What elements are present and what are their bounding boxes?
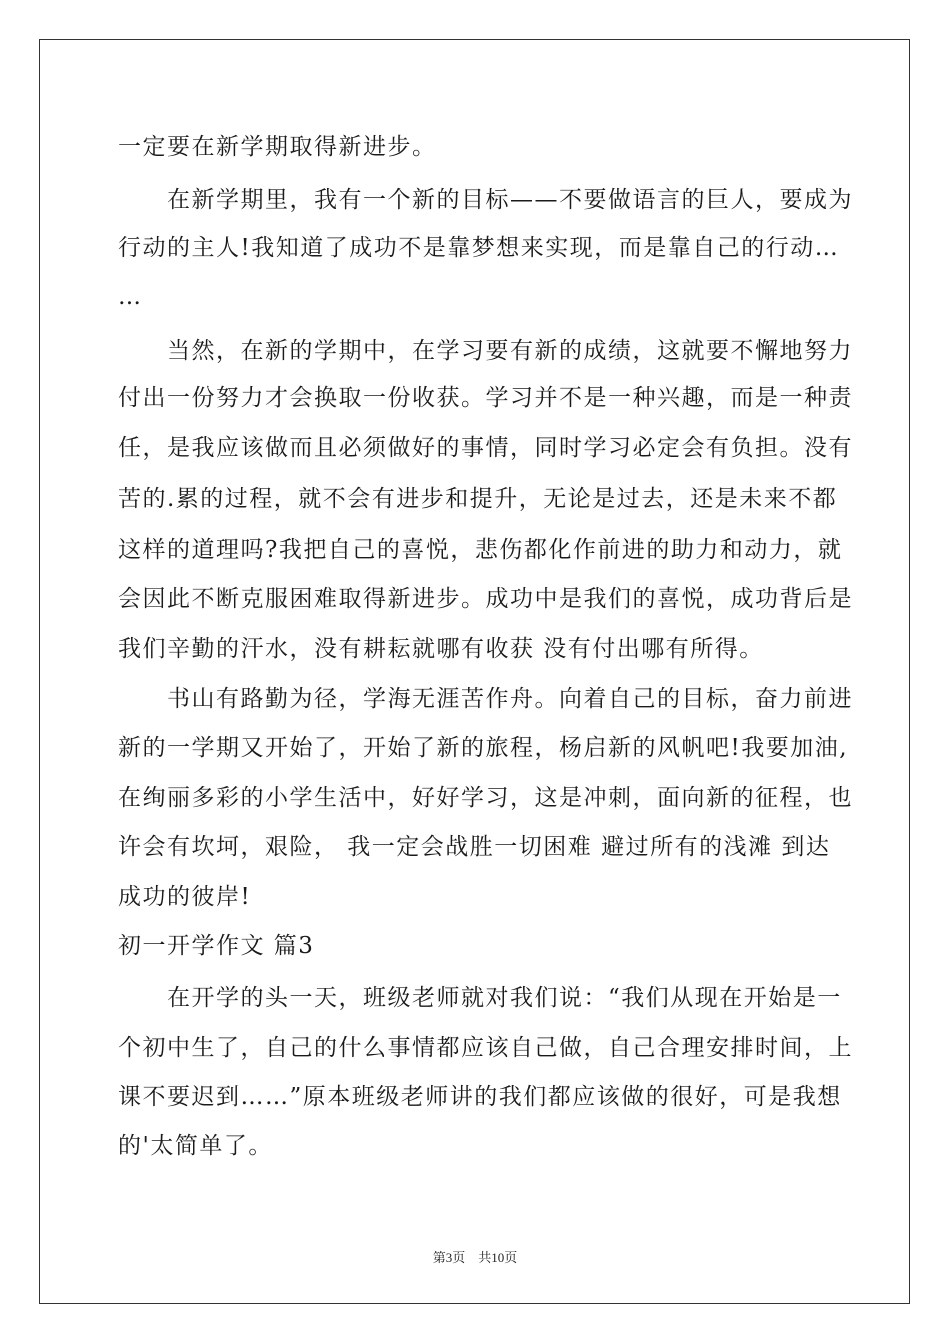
text-line: 在开学的头一天，班级老师就对我们说：“我们从现在开始是一 xyxy=(118,985,842,1011)
text-line: 当然，在新的学期中，在学习要有新的成绩，这就要不懈地努力 xyxy=(118,338,853,364)
page-border xyxy=(39,39,910,1304)
text-line: 的'太简单了。 xyxy=(118,1133,273,1159)
text-line: 成功的彼岸! xyxy=(118,884,252,910)
page-number-footer: 第3页 共10页 xyxy=(432,1250,518,1265)
text-line: 任，是我应该做而且必须做好的事情，同时学习必定会有负担。没有 xyxy=(118,435,853,461)
text-line: 书山有路勤为径，学海无涯苦作舟。向着自己的目标，奋力前进 xyxy=(118,686,853,712)
text-line: … xyxy=(118,284,143,310)
text-line: 行动的主人!我知道了成功不是靠梦想来实现，而是靠自己的行动… xyxy=(118,235,840,261)
text-line: 许会有坎坷，艰险， 我一定会战胜一切困难 避过所有的浅滩 到达 xyxy=(118,834,831,860)
text-line: 我们辛勤的汗水，没有耕耘就哪有收获 没有付出哪有所得。 xyxy=(118,636,764,662)
text-line: 课不要迟到……”原本班级老师讲的我们都应该做的很好，可是我想 xyxy=(118,1084,842,1110)
text-line: 会因此不断克服困难取得新进步。成功中是我们的喜悦，成功背后是 xyxy=(118,586,853,612)
text-line: 新的一学期又开始了，开始了新的旅程，杨启新的风帆吧!我要加油, xyxy=(118,735,849,761)
text-line: 付出一份努力才会换取一份收获。学习并不是一种兴趣，而是一种责 xyxy=(118,385,853,411)
section-heading: 初一开学作文 篇3 xyxy=(118,933,315,959)
text-line: 在绚丽多彩的小学生活中，好好学习，这是冲刺，面向新的征程，也 xyxy=(118,785,853,811)
text-line: 在新学期里，我有一个新的目标——不要做语言的巨人，要成为 xyxy=(118,187,853,213)
text-line: 苦的.累的过程，就不会有进步和提升，无论是过去，还是未来不都 xyxy=(118,486,838,512)
text-line: 这样的道理吗?我把自己的喜悦，悲伤都化作前进的助力和动力，就 xyxy=(118,537,843,563)
text-line: 个初中生了，自己的什么事情都应该自己做，自己合理安排时间，上 xyxy=(118,1035,853,1061)
text-line: 一定要在新学期取得新进步。 xyxy=(118,134,437,160)
